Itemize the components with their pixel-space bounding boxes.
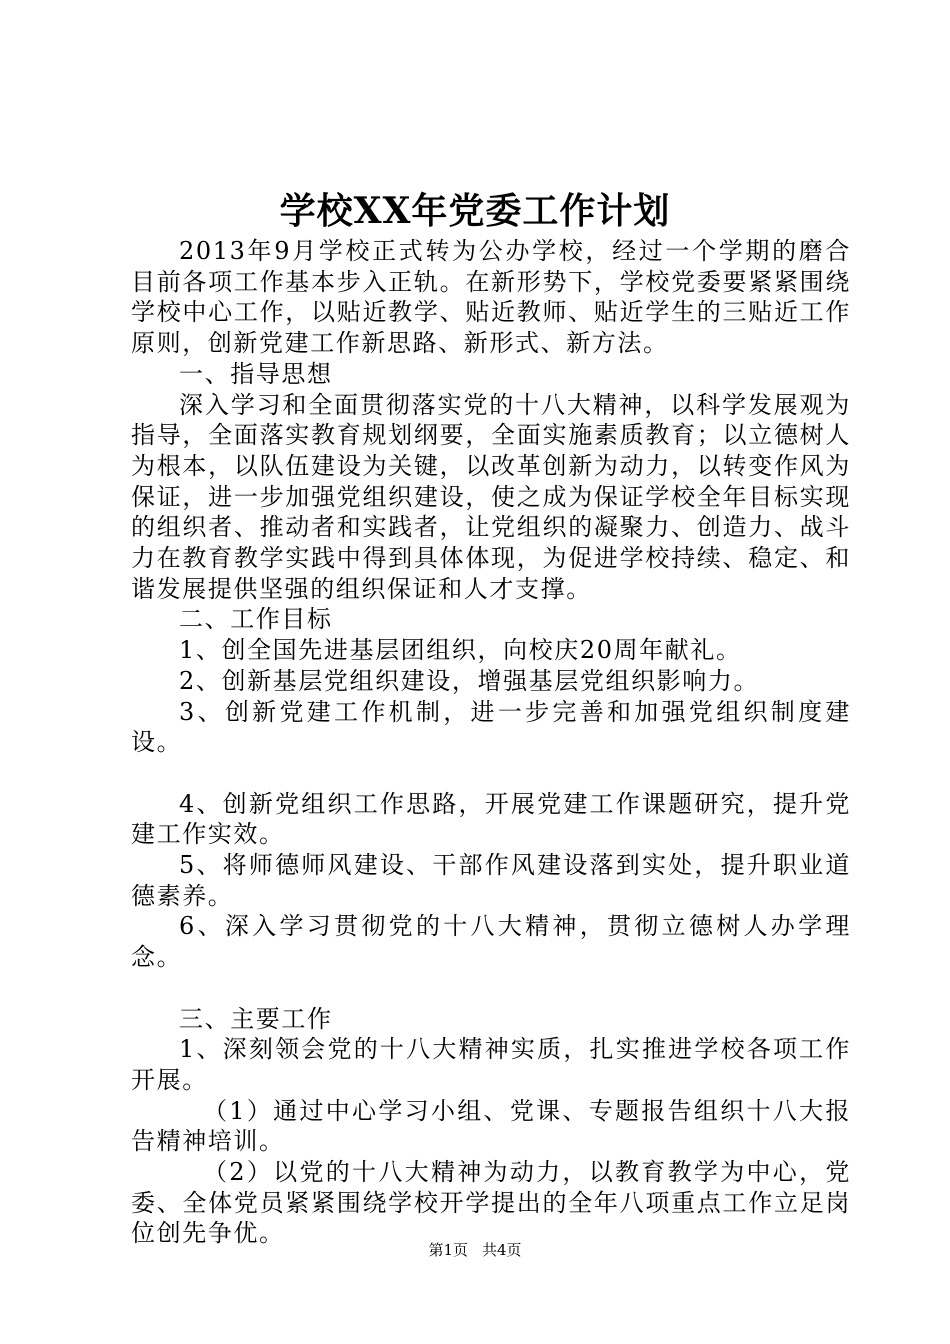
page-footer: [0, 1240, 950, 1260]
document-title: 学校XX年党委工作计划: [279, 190, 671, 232]
goal-item-6: 6、深入学习贯彻党的十八大精神，贯彻立德树人办学理念。: [131, 912, 851, 972]
main-work-subitem-1: （1）通过中心学习小组、党课、专题报告组织十八大报告精神培训。: [131, 1096, 851, 1156]
goal-item-5: 5、将师德师风建设、干部作风建设落到实处，提升职业道德素养。: [131, 851, 851, 910]
intro-paragraph: 2013年9月学校正式转为公办学校，经过一个学期的磨合目前各项工作基本步入正轨。在新形势下，学校党委要紧紧围绕学校中心工作，以贴近教学、贴近教师、贴近学生的三贴近工作原则，创新党建工作新思路、新形式、新方法。: [131, 237, 851, 358]
goal-item-4: 4、创新党组织工作思路，开展党建工作课题研究，提升党建工作实效。: [131, 789, 851, 849]
goal-item-1: 1、创全国先进基层团组织，向校庆20周年献礼。: [179, 636, 742, 665]
goal-item-3: 3、创新党建工作机制，进一步完善和加强党组织制度建设。: [131, 697, 851, 757]
paragraph-spacer: [131, 758, 851, 789]
document-body: [131, 236, 851, 1249]
page-number: 第1页: [428, 1241, 468, 1259]
guiding-ideology-paragraph: 深入学习和全面贯彻落实党的十八大精神，以科学发展观为指导，全面落实教育规划纲要，全面实施素质教育；以立德树人为根本，以队伍建设为关键，以改革创新为动力，以转变作风为保证，进一步加强党组织建设，使之成为保证学校全年目标实现的组织者、推动者和实践者，让党组织的凝聚力、创造力、战斗力在教育教学实践中得到具体体现，为促进学校持续、稳定、和谐发展提供坚强的组织保证和人才支撑。: [131, 390, 851, 603]
main-work-item-1: 1、深刻领会党的十八大精神实质，扎实推进学校各项工作开展。: [131, 1035, 851, 1094]
main-work-subitem-2: （2）以党的十八大精神为动力，以教育教学为中心，党委、全体党员紧紧围绕学校开学提出的全年八项重点工作立足岗位创先争优。: [131, 1158, 851, 1248]
section-heading-work-goals: 二、工作目标: [179, 605, 333, 634]
section-heading-guiding-ideology: 一、指导思想: [179, 359, 333, 388]
section-heading-main-work: 三、主要工作: [179, 1004, 333, 1033]
page-total: 共4页: [482, 1241, 522, 1259]
paragraph-spacer: [131, 973, 851, 1004]
goal-item-2: 2、创新基层党组织建设，增强基层党组织影响力。: [179, 666, 760, 695]
